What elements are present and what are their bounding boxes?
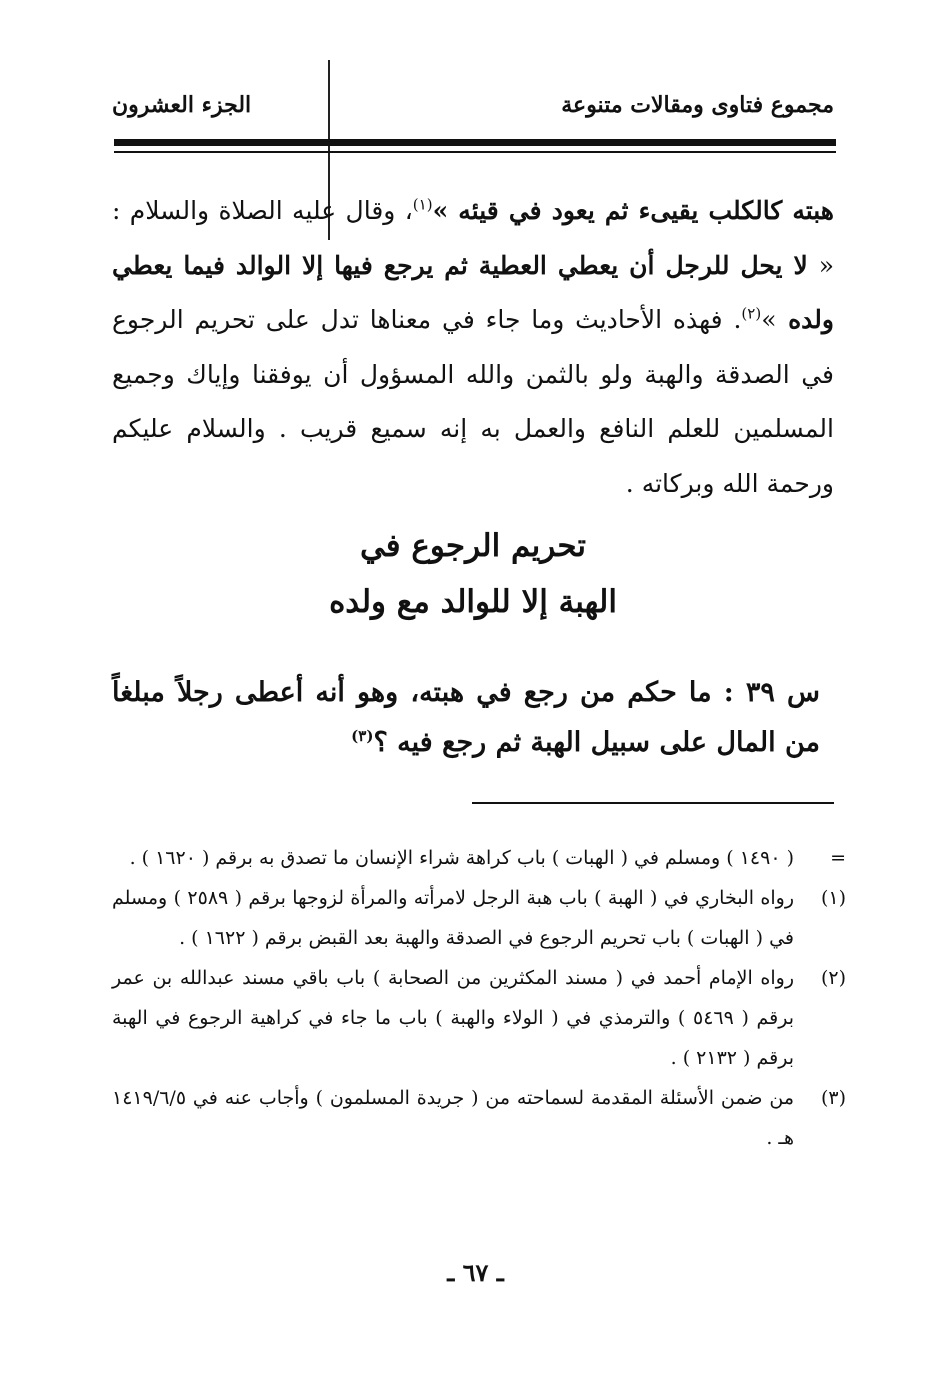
footnote-text: من ضمن الأسئلة المقدمة لسماحته من ( جريدة المسلمون ) وأجاب عنه في ١٤١٩/٦/٥ هـ . — [112, 1087, 794, 1149]
section-heading — [112, 518, 834, 630]
footnote-ref-1: (١) — [412, 195, 433, 214]
footnote-mark: (٣) — [820, 1087, 846, 1109]
volume-label: الجزء العشرون — [112, 92, 252, 118]
page-number: ـ ٦٧ ـ — [447, 1258, 504, 1287]
book-title: مجموع فتاوى ومقالات متنوعة — [561, 92, 834, 118]
quote-close: » — [761, 305, 777, 334]
footnote-text: ( ١٤٩٠ ) ومسلم في ( الهبات ) باب كراهة شراء الإنسان ما تصدق به برقم ( ١٦٢٠ ) . — [129, 847, 794, 869]
running-header — [112, 92, 834, 130]
footnote-separator — [472, 802, 834, 804]
footnote-text: رواه الإمام أحمد في ( مسند المكثرين من الصحابة ) باب باقي مسند عبدالله بن عمر برقم ( ٥٤٦٩ ) والترمذي في ( الولاء والهبة ) باب ما جاء في كراهية الرجوع في الهبة برقم ( ٢١٣٢ ) . — [112, 967, 795, 1069]
footnotes — [112, 838, 850, 1158]
footnote-text: رواه البخاري في ( الهبة ) باب هبة الرجل لامرأته والمرأة لزوجها برقم ( ٢٥٨٩ ) ومسلم في ( الهبات ) باب تحريم الرجوع في الصدقة والهبة بعد القبض برقم ( ١٦٢٢ ) . — [112, 887, 794, 949]
footnote-1 — [112, 878, 850, 958]
footnote-ref-2: (٢) — [741, 304, 762, 323]
footnote-3 — [112, 1078, 850, 1158]
footnote-mark: (٢) — [820, 967, 846, 989]
hadith-quote-1: هبته كالكلب يقيىء ثم يعود في قيئه » — [432, 196, 834, 225]
footnote-mark: = — [830, 847, 846, 869]
header-rule-thick — [114, 139, 836, 146]
question-body: س ٣٩ : ما حكم من رجع في هبته، وهو أنه أعطى رجلاً مبلغاً من المال على سبيل الهبة ثم رجع فيه ؟ — [112, 677, 820, 758]
header-rule-thin — [114, 151, 836, 153]
heading-line-1: تحريم الرجوع في — [359, 528, 587, 564]
footnote-continued — [112, 838, 850, 878]
body-text-conclusion: . فهذه الأحاديث وما جاء في معناها تدل على تحريم الرجوع في الصدقة والهبة ولو بالثمن والله المسؤول أن يوفقنا وإياك وجميع المسلمين للعلم النافع والعمل به إنه سميع قريب . والسلام عليكم ورحمة الله وبركاته . — [112, 305, 834, 498]
heading-line-2: الهبة إلا للوالد مع ولده — [329, 584, 617, 620]
footnote-mark: (١) — [820, 887, 846, 909]
footnote-2 — [112, 958, 850, 1078]
question-text — [112, 668, 834, 768]
hadith-quote-2: لا يحل للرجل أن يعطي العطية ثم يرجع فيها إلا الوالد فيما يعطي ولده — [112, 250, 834, 334]
body-text-connector: ، وقال عليه الصلاة والسلام : « — [112, 196, 834, 280]
body-paragraph — [112, 184, 834, 511]
footnote-ref-3: (٣) — [351, 727, 374, 745]
